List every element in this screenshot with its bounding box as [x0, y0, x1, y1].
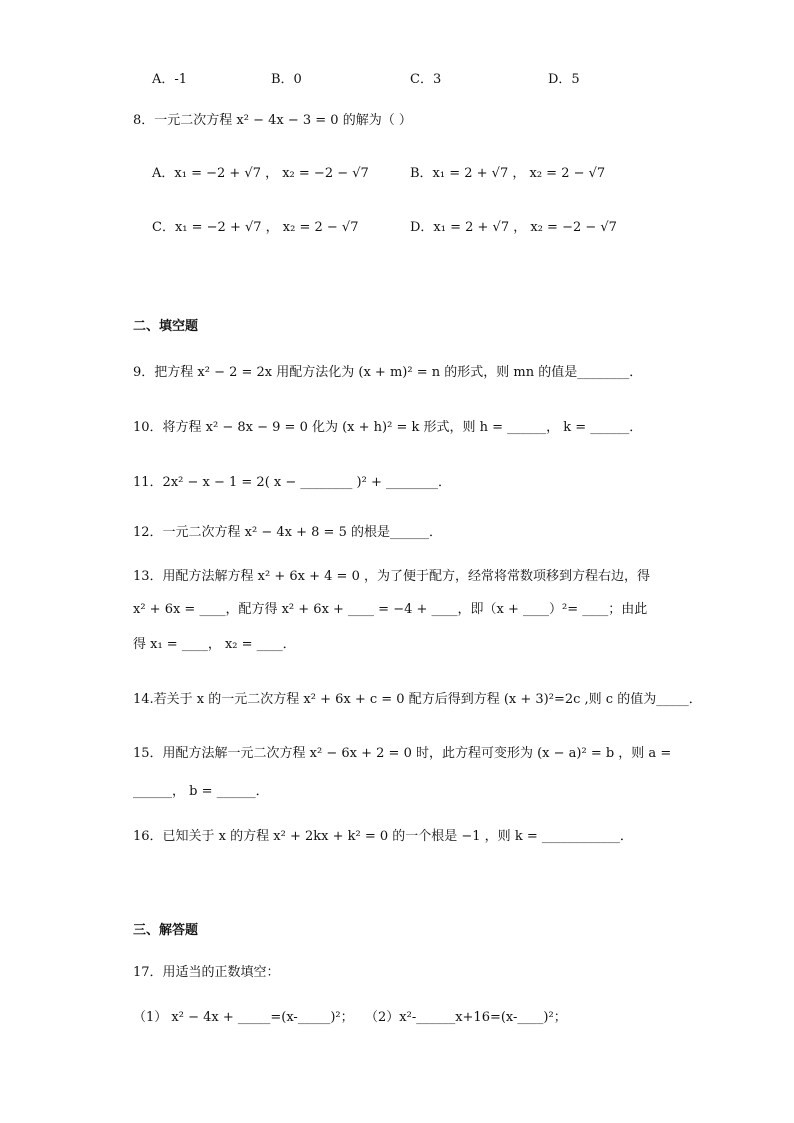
q17-part1: （1） x² − 4x + _____=(x-_____)²；	[133, 1010, 354, 1025]
q13-line3: 得 x₁ = ____， x₂ = ____．	[133, 637, 296, 652]
q9: 9．把方程 x² − 2 = 2x 用配方法化为 (x + m)² = n 的形式，则 mn 的值是________．	[133, 365, 643, 380]
q16: 16．已知关于 x 的方程 x² + 2kx + k² = 0 的一个根是 −1 ，则 k = ____________．	[133, 829, 633, 844]
q13-line2: x² + 6x = ____，配方得 x² + 6x + ____ = −4 + ____，即（x + ____）²= ____；由此	[133, 602, 648, 617]
q17-part2: （2）x²-______x+16=(x-____)²；	[365, 1010, 567, 1025]
q8-stem: 8．一元二次方程 x² − 4x − 3 = 0 的解为（ ）	[133, 113, 412, 128]
q10: 10．将方程 x² − 8x − 9 = 0 化为 (x + h)² = k 形式，则 h = ______， k = ______．	[133, 420, 643, 435]
q8-option-a: A．x₁ = −2 + √7 ， x₂ = −2 − √7	[152, 166, 369, 181]
section-fill-in-title: 二、填空题	[133, 319, 199, 334]
q7-option-c: C．3	[410, 72, 442, 87]
q7-option-b: B．0	[271, 72, 302, 87]
q17-stem: 17．用适当的正数填空：	[133, 965, 280, 980]
q8-option-b: B．x₁ = 2 + √7 ， x₂ = 2 − √7	[410, 166, 606, 181]
q14: 14.若关于 x 的一元二次方程 x² + 6x + c = 0 配方后得到方程 (x + 3)²=2c ,则 c 的值为_____．	[133, 692, 702, 707]
q11: 11．2x² − x − 1 = 2( x − ________ )² + ________．	[133, 475, 451, 490]
q15-line2: ______， b = ______．	[133, 784, 269, 799]
q15-line1: 15．用配方法解一元二次方程 x² − 6x + 2 = 0 时，此方程可变形为 (x − a)² = b ，则 a =	[133, 746, 672, 761]
q12: 12．一元二次方程 x² − 4x + 8 = 5 的根是______．	[133, 525, 442, 540]
q7-option-d: D．5	[548, 72, 580, 87]
q13-line1: 13．用配方法解方程 x² + 6x + 4 = 0 ，为了便于配方，经常将常数项移到方程右边，得	[133, 569, 650, 584]
q8-option-d: D．x₁ = 2 + √7 ， x₂ = −2 − √7	[410, 220, 617, 235]
q8-option-c: C．x₁ = −2 + √7 ， x₂ = 2 − √7	[152, 220, 359, 235]
q7-option-a: A．-1	[152, 72, 188, 87]
section-answer-title: 三、解答题	[133, 923, 199, 938]
